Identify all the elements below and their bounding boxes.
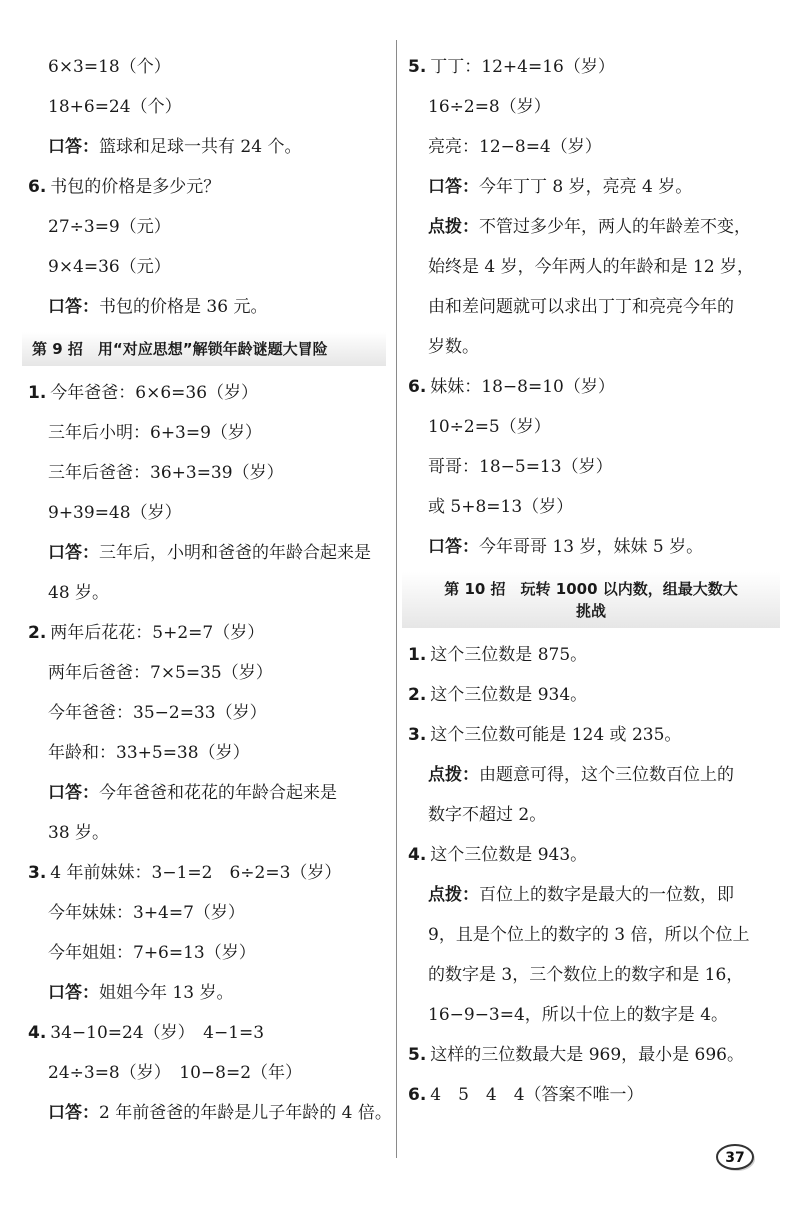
item-6 [408, 1080, 780, 1110]
section-heading-line: 挑战 [575, 602, 606, 620]
calc-line: 年龄和：33+5=38（岁） [48, 743, 250, 763]
item-text: 这样的三位数最大是 969，最小是 696。 [430, 1045, 744, 1065]
calc-line: 24÷3=8（岁） 10−8=2（年） [48, 1063, 303, 1083]
column-divider [396, 40, 397, 1158]
problem-number: 3. [28, 863, 47, 883]
tip-continuation: 数字不超过 2。 [428, 805, 547, 825]
item-text: 这个三位数是 943。 [430, 845, 588, 865]
tip-label: 点拨： [428, 765, 479, 785]
answer-line [28, 538, 386, 568]
problem-4 [28, 1018, 386, 1048]
answer-line [28, 292, 386, 322]
section-heading-9: 第 9 招 用“对应思想”解锁年龄谜题大冒险 [22, 332, 386, 366]
calc-line: 9+39=48（岁） [48, 503, 182, 523]
section-heading-line: 第 10 招 玩转 1000 以内数，组最大数大 [444, 580, 738, 598]
calc-line: 27÷3=9（元） [48, 217, 171, 237]
question-6 [28, 172, 386, 202]
item-text: 这个三位数可能是 124 或 235。 [430, 725, 682, 745]
answer-continuation: 38 岁。 [48, 823, 110, 843]
calc-line: 三年后爸爸：36+3=39（岁） [48, 463, 284, 483]
answer-text: 今年爸爸和花花的年龄合起来是 [99, 783, 337, 803]
tip-line [408, 212, 780, 242]
answer-label: 口答： [428, 177, 479, 197]
calc-text: 两年后花花：5+2=7（岁） [50, 623, 265, 643]
answer-label: 口答： [48, 983, 99, 1003]
answer-label: 口答： [48, 543, 99, 563]
problem-number: 5. [408, 57, 427, 77]
item-text: 4 5 4 4（答案不唯一） [430, 1085, 644, 1105]
answer-text: 书包的价格是 36 元。 [99, 297, 268, 317]
tip-continuation: 的数字是 3，三个数位上的数字和是 16， [428, 965, 744, 985]
tip-label: 点拨： [428, 885, 479, 905]
section-heading-10 [402, 572, 780, 628]
answer-label: 口答： [48, 297, 99, 317]
answer-line [408, 532, 780, 562]
tip-continuation: 始终是 4 岁，今年两人的年龄和是 12 岁， [428, 257, 755, 277]
problem-number: 6. [408, 377, 427, 397]
tip-continuation: 岁数。 [428, 337, 479, 357]
answer-text: 篮球和足球一共有 24 个。 [99, 137, 302, 157]
answer-line [28, 778, 386, 808]
item-text: 这个三位数是 934。 [430, 685, 588, 705]
tip-continuation: 16−9−3=4，所以十位上的数字是 4。 [428, 1005, 729, 1025]
item-number: 4. [408, 845, 427, 865]
calc-text: 4 年前妹妹：3−1=2 6÷2=3（岁） [50, 863, 342, 883]
answer-line [28, 1098, 392, 1128]
item-1 [408, 640, 780, 670]
calc-line: 今年爸爸：35−2=33（岁） [48, 703, 267, 723]
calc-text: 今年爸爸：6×6=36（岁） [50, 383, 259, 403]
item-number: 2. [408, 685, 427, 705]
item-3 [408, 720, 780, 750]
problem-number: 4. [28, 1023, 47, 1043]
answer-text: 姐姐今年 13 岁。 [99, 983, 234, 1003]
calc-line: 亮亮：12−8=4（岁） [428, 137, 602, 157]
calc-line: 16÷2=8（岁） [428, 97, 551, 117]
item-4 [408, 840, 780, 870]
calc-text: 妹妹：18−8=10（岁） [430, 377, 615, 397]
answer-text: 今年丁丁 8 岁，亮亮 4 岁。 [479, 177, 693, 197]
calc-line: 两年后爸爸：7×5=35（岁） [48, 663, 273, 683]
problem-number: 2. [28, 623, 47, 643]
calc-line: 9×4=36（元） [48, 257, 171, 277]
problem-3 [28, 858, 386, 888]
item-2 [408, 680, 780, 710]
problem-6 [408, 372, 780, 402]
calc-line: 哥哥：18−5=13（岁） [428, 457, 613, 477]
page-number-badge [716, 1144, 756, 1172]
answer-line [408, 172, 780, 202]
calc-text: 丁丁：12+4=16（岁） [430, 57, 615, 77]
answer-line [28, 978, 386, 1008]
item-number: 1. [408, 645, 427, 665]
tip-text: 由题意可得，这个三位数百位上的 [479, 765, 734, 785]
calc-line: 今年妹妹：3+4=7（岁） [48, 903, 245, 923]
page-number: 37 [725, 1150, 745, 1166]
answer-text: 三年后，小明和爸爸的年龄合起来是 [99, 543, 371, 563]
answer-continuation: 48 岁。 [48, 583, 110, 603]
tip-text: 不管过多少年，两人的年龄差不变， [479, 217, 751, 237]
calc-line: 今年姐姐：7+6=13（岁） [48, 943, 256, 963]
calc-line: 10÷2=5（岁） [428, 417, 551, 437]
question-text: 书包的价格是多少元？ [50, 177, 221, 197]
tip-line [408, 880, 780, 910]
answer-label: 口答： [428, 537, 479, 557]
item-number: 6. [408, 1085, 427, 1105]
problem-1 [28, 378, 386, 408]
answer-label: 口答： [48, 1103, 99, 1123]
right-column [408, 52, 780, 1120]
answer-line [28, 132, 386, 162]
calc-line: 18+6=24（个） [48, 97, 182, 117]
answer-label: 口答： [48, 137, 99, 157]
calc-text: 34−10=24（岁） 4−1=3 [50, 1023, 265, 1043]
item-number: 5. [408, 1045, 427, 1065]
calc-line: 6×3=18（个） [48, 57, 171, 77]
problem-5 [408, 52, 780, 82]
tip-line [408, 760, 780, 790]
calc-line: 或 5+8=13（岁） [428, 497, 574, 517]
item-number: 3. [408, 725, 427, 745]
problem-number: 1. [28, 383, 47, 403]
left-column [28, 52, 392, 1138]
calc-line: 三年后小明：6+3=9（岁） [48, 423, 262, 443]
problem-2 [28, 618, 386, 648]
question-number: 6. [28, 177, 47, 197]
item-text: 这个三位数是 875。 [430, 645, 588, 665]
tip-text: 百位上的数字是最大的一位数，即 [479, 885, 734, 905]
tip-continuation: 由和差问题就可以求出丁丁和亮亮今年的 [428, 297, 734, 317]
answer-text: 今年哥哥 13 岁，妹妹 5 岁。 [479, 537, 704, 557]
item-5 [408, 1040, 780, 1070]
answer-text: 2 年前爸爸的年龄是儿子年龄的 4 倍。 [99, 1103, 392, 1123]
tip-continuation: 9，且是个位上的数字的 3 倍，所以个位上 [428, 925, 750, 945]
answer-label: 口答： [48, 783, 99, 803]
tip-label: 点拨： [428, 217, 479, 237]
